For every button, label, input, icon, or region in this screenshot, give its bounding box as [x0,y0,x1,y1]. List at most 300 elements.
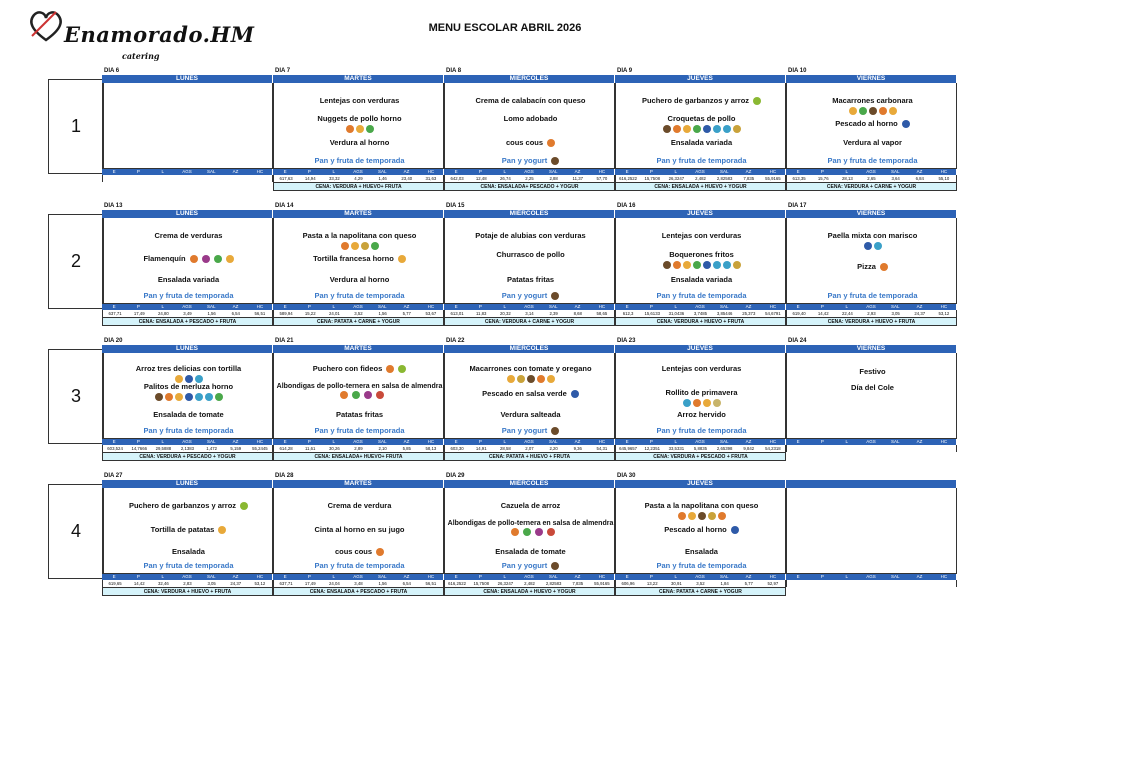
dish-text: Albondigas de pollo-ternera en salsa de almendra [447,520,614,527]
nutrient-label: AGS [524,574,534,579]
nutrient-value: 7,835 [743,176,755,181]
nutrient-value [151,175,175,182]
nutrient-value: 14,91 [475,446,487,451]
day-label: DIA 30 [617,473,636,479]
nutrient-label: AGS [524,439,534,444]
day-cell [786,68,957,196]
nutrient-label: HC [598,169,606,174]
dish-text: Verdura al vapor [843,138,902,147]
nutrient-value: 1,472 [206,446,218,451]
dish-text: Pasta a la napolitana con queso [644,501,759,510]
nutrient-label: P [820,574,824,579]
nutrient-value: 1,56 [378,311,387,316]
dinner-suggestion: CENA: PATATA + HUEVO + FRUTA [444,452,615,461]
nutrient-value: 17,49 [304,581,316,586]
day-menu [444,488,615,574]
nutrient-value: 603,524 [107,446,123,451]
dish-text: Pescado al horno [664,525,727,534]
dish-name [447,410,614,419]
nutrient-values [615,445,786,452]
day-menu [786,353,957,439]
nutrient-value: 20,32 [499,311,511,316]
allergen-icons [618,124,785,133]
nutrient-value: 13,22 [646,581,658,586]
sulphite-allergen-icon [713,261,721,269]
nutrient-label: AZ [232,169,239,174]
nutrient-label: AGS [695,439,705,444]
nutrient-value: 3,64 [891,176,900,181]
nutrient-value: 1,56 [207,311,216,316]
allergen-icons [105,392,272,401]
dish-name [276,96,443,105]
dish-name [789,96,956,115]
nutrient-value: 23,40 [401,176,413,181]
nutrient-values [786,310,957,317]
nutrient-value: 637,71 [279,581,293,586]
nutrient-value: 3,52 [354,311,363,316]
weekday-header: JUEVES [615,75,786,83]
day-menu [444,218,615,304]
day-menu [102,218,273,304]
nutrient-value: 1,46 [378,176,387,181]
nutrient-label: L [674,304,677,309]
bread-fruit-line [618,156,785,165]
day-label: DIA 27 [104,473,123,479]
nutrient-value: 54,6791 [765,311,781,316]
dish-text: Ensalada variada [670,138,733,147]
nutrient-label: SAL [207,304,216,309]
day-cell [102,68,273,196]
dish-name [618,410,785,419]
nutrient-label: AGS [695,304,705,309]
dinner-suggestion: CENA: VERDURA + CARNE + YOGUR [444,317,615,326]
nutrient-label: P [307,439,311,444]
nutrient-label: E [796,574,800,579]
nutrient-value: 2,83 [183,581,192,586]
nutrient-value: 55,10 [938,176,950,181]
bread-fruit-line [447,561,614,570]
day-label: DIA 15 [446,203,465,209]
nutrient-label: E [454,574,458,579]
day-menu [102,353,273,439]
nutrient-value [224,175,248,182]
nutrient-value: 17,49 [133,311,145,316]
nutrient-label: L [503,304,506,309]
dish-name [618,275,785,284]
day-cell [615,473,786,601]
egg-allergen-icon [398,255,406,263]
nutrient-values [273,175,444,182]
allergen-icons [618,511,785,520]
nutrient-label: SAL [720,169,729,174]
nutrient-label: AGS [866,439,876,444]
nutrient-label: L [845,304,848,309]
gluten-allergen-icon [341,242,349,250]
nutrient-value: 2,89 [354,446,363,451]
celery-allergen-icon [352,391,360,399]
nutrient-label: SAL [207,169,216,174]
gluten-allergen-icon [693,399,701,407]
nutrient-label: AGS [353,574,363,579]
day-cell [615,68,786,196]
nutrient-value: 6,54 [231,311,240,316]
nutrient-label: P [478,304,482,309]
nutrient-value: 26,3247 [668,176,685,181]
soy-allergen-icon [364,391,372,399]
nutrient-value: 8,68 [573,311,582,316]
celery-allergen-icon [215,393,223,401]
gluten-allergen-icon [165,393,173,401]
dish-text: Churrasco de pollo [496,250,565,259]
nutrient-label: AGS [353,439,363,444]
weekday-header: VIERNES [786,75,957,83]
nutrient-value: 22,44 [841,311,853,316]
egg-allergen-icon [849,107,857,115]
sulphite-allergen-icon [713,125,721,133]
nutrient-value: 24,04 [328,581,340,586]
fish-allergen-icon [703,125,711,133]
nutrient-label: L [845,169,848,174]
day-menu [444,353,615,439]
dish-name [276,382,443,400]
nutrient-value [859,580,883,587]
nutrient-label: HC [940,304,948,309]
week-3 [48,338,960,466]
gluten-allergen-icon [673,261,681,269]
dish-text: Patatas fritas [335,410,384,419]
gluten-allergen-icon [879,107,887,115]
day-menu [444,83,615,169]
gluten-allergen-icon [511,528,519,536]
celery-allergen-icon [693,125,701,133]
allergen-icons [789,106,956,115]
day-menu [273,353,444,439]
nutrient-values [102,310,273,317]
nutrient-value: 642,03 [450,176,464,181]
nutrient-value: 15,76 [817,176,829,181]
nutrient-label: HC [769,439,777,444]
sulphite-allergen-icon [205,393,213,401]
dish-text: Arroz tres delicias con tortilla [135,364,242,373]
nutrient-value: 5,77 [744,581,753,586]
nutrient-value: 619,40 [792,311,806,316]
nutrient-label: AGS [866,304,876,309]
day-label: DIA 9 [617,68,633,74]
nutrient-label: E [112,304,116,309]
nutrient-values [786,175,957,182]
dish-text: Croquetas de pollo [667,114,736,123]
nutrient-value: 31,0436 [668,311,685,316]
milk-allergen-icon [551,562,559,570]
nutrient-value: 15,22 [304,311,316,316]
bread-text: Pan y fruta de temporada [656,156,747,165]
dish-name [618,388,785,407]
dish-text: Macarrones con tomate y oregano [469,364,592,373]
dish-name [789,231,956,250]
nutrient-label: E [625,169,629,174]
day-cell [615,203,786,331]
dish-name [276,254,443,263]
nutrient-values [102,175,273,182]
dish-name [447,231,614,240]
nutrient-value: 9,36 [573,446,582,451]
nutrient-value: 1,84 [720,581,729,586]
nutrient-value: 6,54 [402,581,411,586]
dish-name [447,364,614,383]
nutrient-label: AZ [574,574,581,579]
nutrient-label: P [136,574,140,579]
day-menu [786,218,957,304]
nutrient-value: 15,6133 [644,311,660,316]
nutrient-value: 11,61 [304,446,316,451]
legume-allergen-icon [398,365,406,373]
dish-name [276,138,443,147]
sulphite-allergen-icon [195,393,203,401]
nutrient-value: 3,05 [207,581,216,586]
nutrient-label: AZ [403,574,410,579]
weekday-header [786,480,957,488]
nutrient-value: 24,37 [914,311,926,316]
milk-allergen-icon [527,375,535,383]
nutrient-label: SAL [549,574,558,579]
day-label: DIA 16 [617,203,636,209]
weekday-header: MARTES [273,75,444,83]
dish-text: Boquerones fritos [669,250,734,259]
day-menu [273,218,444,304]
nutrient-label: P [478,169,482,174]
nutrient-value: 11,83 [475,311,487,316]
milk-allergen-icon [551,157,559,165]
dinner-suggestion: CENA: ENSALADA + PESCADO + FRUTA [273,587,444,596]
day-cell [273,473,444,601]
nutrient-label: SAL [207,574,216,579]
dish-name [276,114,443,133]
nutrient-label: AZ [574,304,581,309]
nutrient-value: 55,2445 [252,446,268,451]
dish-name [789,367,956,376]
bread-text: Pan y fruta de temporada [314,291,405,300]
bread-text: Pan y yogurt [501,155,548,165]
bread-text: Pan y fruta de temporada [656,291,747,300]
bread-fruit-line [276,156,443,165]
dish-name [276,410,443,419]
weekday-header: LUNES [102,480,273,488]
milk-allergen-icon [663,125,671,133]
nutrient-label: P [649,304,653,309]
dish-name [105,501,272,510]
dinner-suggestion: CENA: VERDURA + HUEVO+ FRUTA [273,182,444,191]
dish-text: Verdura salteada [500,410,561,419]
bread-text: Pan y fruta de temporada [827,291,918,300]
nutrient-value: 14,7666 [131,446,147,451]
celery-allergen-icon [693,261,701,269]
nutrient-value: 26,74 [499,176,511,181]
nutrient-value: 28,58 [499,446,511,451]
day-cell [273,338,444,466]
day-label: DIA 13 [104,203,123,209]
bread-fruit-line [276,561,443,570]
dish-name [276,501,443,510]
egg-allergen-icon [226,255,234,263]
nutrient-value: 53,12 [938,311,950,316]
dinner-suggestion: CENA: ENSALADA+ PESCADO + YOGUR [444,182,615,191]
gluten-allergen-icon [880,263,888,271]
nutrient-label: E [796,439,800,444]
gluten-allergen-icon [673,125,681,133]
nutrient-values [102,445,273,452]
nutrient-label: SAL [378,574,387,579]
dish-name [105,525,272,534]
weekday-header: MIÉRCOLES [444,345,615,353]
day-label: DIA 17 [788,203,807,209]
dish-text: Tortilla de patatas [150,525,215,534]
nutrient-value [884,580,908,587]
dish-text: Crema de verdura [327,501,392,510]
day-label: DIA 24 [788,338,807,344]
day-menu [786,488,957,574]
day-cell [786,338,957,466]
dish-name [618,364,785,373]
nutrient-label: HC [769,169,777,174]
bread-fruit-line [618,561,785,570]
dish-text: Pescado al horno [835,119,898,128]
nutrient-label: AZ [745,304,752,309]
nutrient-label: HC [598,304,606,309]
weekday-header: JUEVES [615,345,786,353]
nutrient-label: SAL [378,169,387,174]
dinner-suggestion: CENA: ENSALADA + HUEVO + YOGUR [615,182,786,191]
dish-name [618,547,785,556]
nutrient-value: 3,05 [891,311,900,316]
nutrient-label: L [161,169,164,174]
nutrient-values [786,445,957,452]
nutrient-value: 30,91 [670,581,682,586]
dish-text: Festivo [859,367,886,376]
gluten-allergen-icon [537,375,545,383]
dinner-suggestion: CENA: VERDURA + CARNE + YOGUR [786,182,957,191]
dish-text: Cazuela de arroz [500,501,561,510]
dinner-suggestion: CENA: PATATA + CARNE + YOGUR [273,317,444,326]
week-number: 3 [48,349,104,444]
crust-allergen-icon [547,528,555,536]
nutrient-label: HC [256,169,264,174]
nutrient-label: L [503,439,506,444]
nutrient-value [787,445,811,452]
nutrient-value: 2,93 [867,311,876,316]
nutrient-label: HC [256,574,264,579]
nutrient-value: 645,9657 [619,446,638,451]
nutrient-label: AZ [403,439,410,444]
nutrient-label: P [820,304,824,309]
nutrient-value: 9,842 [743,446,755,451]
day-label: DIA 6 [104,68,120,74]
celery-allergen-icon [366,125,374,133]
nutrient-value: 4,29 [354,176,363,181]
day-menu [273,83,444,169]
weekday-header: MIÉRCOLES [444,480,615,488]
nutrient-label: L [503,574,506,579]
nutrient-value: 55,9165 [765,176,781,181]
nutrient-value: 589,94 [279,311,293,316]
nutrient-label: AGS [182,169,192,174]
dish-text: Potaje de alubias con verduras [475,231,586,240]
bread-text: Pan y fruta de temporada [314,426,405,435]
nutrient-value: 33,5331 [668,446,685,451]
dish-name [105,410,272,419]
nutrient-label: HC [940,574,948,579]
nutrient-value [932,445,956,452]
dish-name [618,250,785,269]
nutrient-label: L [332,304,335,309]
nutrient-label: HC [256,304,264,309]
nutrient-value: 15,7508 [473,581,489,586]
dish-text: Flamenquín [143,254,186,263]
nutrient-label: AZ [745,439,752,444]
dish-name [447,547,614,556]
dish-text: Ensalada de tomate [153,410,224,419]
bread-fruit-line [789,291,956,300]
milk-allergen-icon [155,393,163,401]
dish-text: Ensalada [685,547,718,556]
nutrient-value: 2,20 [549,446,558,451]
crust-allergen-icon [376,391,384,399]
egg-allergen-icon [688,512,696,520]
sulphite-allergen-icon [874,242,882,250]
allergen-icons [276,124,443,133]
dish-name [276,525,443,534]
nutrient-label: AZ [745,169,752,174]
nutrient-value: 3,85446 [716,311,733,316]
mustard-allergen-icon [708,512,716,520]
dish-text: Pasta a la napolitana con queso [302,231,417,240]
nutrient-label: AZ [916,304,923,309]
nutrient-value: 3,7485 [693,311,708,316]
dish-text: Verdura al horno [329,275,390,284]
celery-allergen-icon [214,255,222,263]
nutrient-label: AGS [353,169,363,174]
nutrient-label: L [332,574,335,579]
gluten-allergen-icon [718,512,726,520]
nutrient-label: E [283,169,287,174]
nutrient-value: 54,2318 [765,446,781,451]
nutrient-value: 24,37 [230,581,242,586]
day-label: DIA 8 [446,68,462,74]
soy-allergen-icon [202,255,210,263]
day-label: DIA 22 [446,338,465,344]
nutrient-label: L [503,169,506,174]
dish-name [789,262,956,271]
nutrient-value: 613,01 [450,311,464,316]
nutrient-label: E [625,439,629,444]
milk-allergen-icon [663,261,671,269]
nutrient-label: HC [769,574,777,579]
week-2 [48,203,960,331]
nutrient-value: 28,13 [841,176,853,181]
nutrient-value: 24,80 [157,311,169,316]
nutrient-value: 2,65 [867,176,876,181]
dish-text: Lentejas con verduras [661,231,742,240]
fish-allergen-icon [185,393,193,401]
dish-name [618,114,785,133]
dish-name [276,231,443,250]
nutrient-label: L [332,169,335,174]
dish-text: Ensalada variada [670,275,733,284]
egg-allergen-icon [218,526,226,534]
nutrient-label: AZ [232,439,239,444]
nutrient-values [786,580,957,587]
nutrient-value: 3,49 [183,311,192,316]
dinner-suggestion: CENA: VERDURA + PESCADO + YOGUR [102,452,273,461]
